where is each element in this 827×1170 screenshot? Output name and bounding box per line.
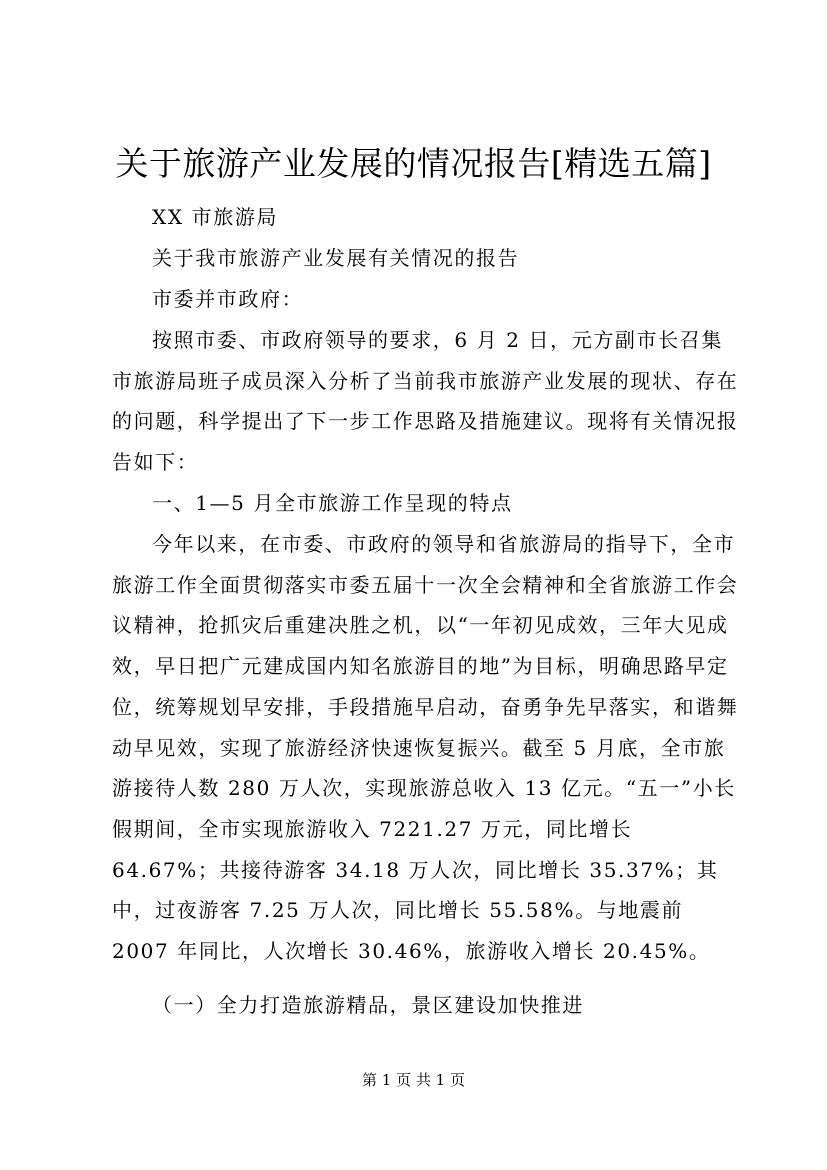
paragraph-features: 今年以来，在市委、市政府的领导和省旅游局的指导下，全市旅游工作全面贯彻落实市委五届十一次全会精神和全省旅游工作会议精神，抢抓灾后重建决胜之机，以“一年初见成效，三年大见成效，早日把广元建成国内知名旅游目的地”为目标，明确思路早定位，统筹规划早安排，手段措施早启动，奋勇争先早落实，和谐舞动早见效，实现了旅游经济快速恢复振兴。截至 5 月底，全市旅游接待人数 280 万人次，实现旅游总收入 13 亿元。“五一”小长假期间，全市实现旅游收入 7221.27 万元，同比增长 64.67%；共接待游客 34.18 万人次，同比增长 35.37%；其中，过夜游客 7.25 万人次，同比增长 55.58%。与地震前 2007 年同比，人次增长 30.46%，旅游收入增长 20.45%。 (112, 532, 739, 964)
salutation: 市委并市政府： (152, 287, 304, 311)
page-footer: 第 1 页 共 1 页 (362, 1071, 465, 1089)
subsection-heading-1: （一）全力打造旅游精品，景区建设加快推进 (152, 993, 584, 1017)
sender-line: XX 市旅游局 (152, 205, 279, 229)
subject-line: 关于我市旅游产业发展有关情况的报告 (152, 246, 520, 270)
section-heading-1: 一、1—5 月全市旅游工作呈现的特点 (152, 491, 513, 515)
document-title: 关于旅游产业发展的情况报告[精选五篇] (115, 144, 712, 183)
paragraph-intro: 按照市委、市政府领导的要求，6 月 2 日，元方副市长召集市旅游局班子成员深入分析了当前我市旅游产业发展的现状、存在的问题，科学提出了下一步工作思路及措施建议。现将有关情况报告如下： (112, 328, 739, 475)
